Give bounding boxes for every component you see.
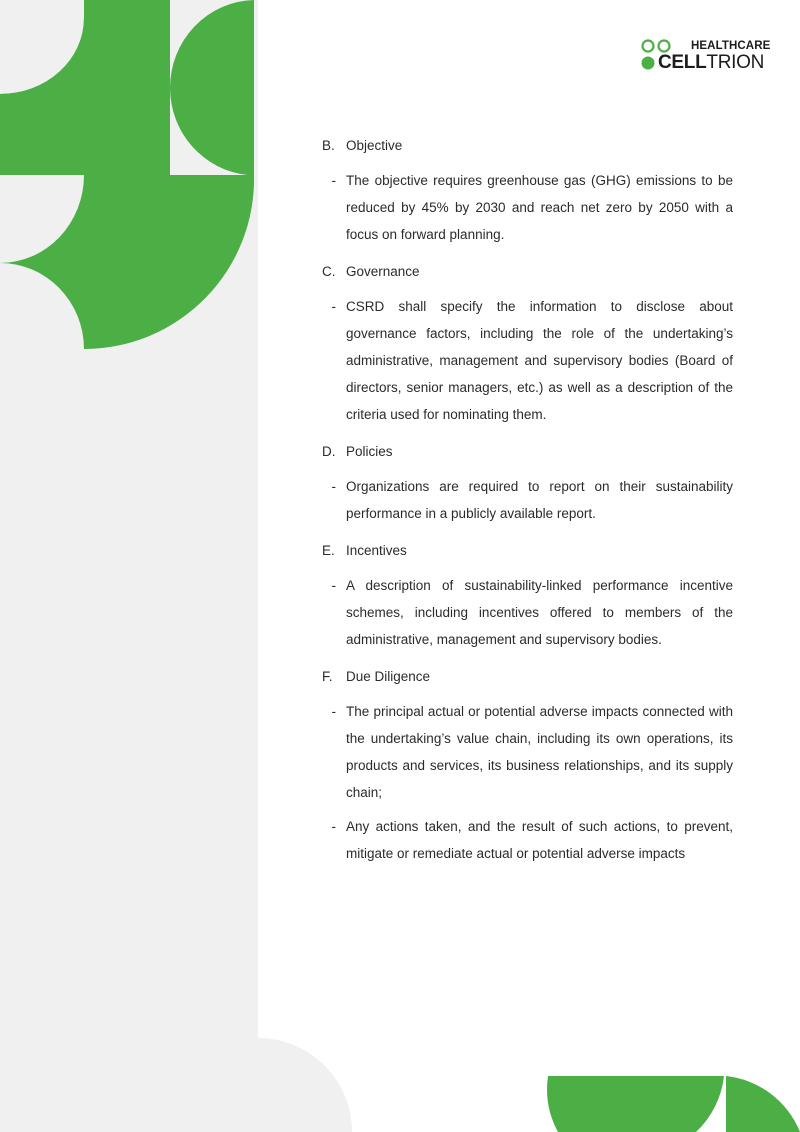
logo-trion-text: TRION [706, 52, 765, 73]
bullet-item [322, 473, 733, 527]
bullet-dash: - [331, 704, 336, 719]
bullet-item [322, 813, 733, 867]
bullet-text: CSRD shall specify the information to disclose about governance factors, including the role of the undertaking’s administrative, management and supervisory bodies (Board of directors, senior managers, etc.) as well as a description of the criteria used for nominating them. [346, 299, 733, 422]
bullet-dash: - [331, 819, 336, 834]
section-letter: F. [322, 669, 333, 684]
bullet-item [322, 698, 733, 806]
section-heading [322, 440, 733, 464]
section-objective [322, 134, 733, 248]
bullet-text: Organizations are required to report on their sustainability performance in a publicly available report. [346, 479, 733, 521]
section-title: Objective [346, 138, 403, 153]
section-title: Policies [346, 444, 393, 459]
section-heading [322, 539, 733, 563]
bullet-dash: - [331, 578, 336, 593]
section-letter: C. [322, 264, 336, 279]
bullet-item [322, 167, 733, 248]
logo-wordmark [658, 52, 764, 74]
bullet-text: A description of sustainability-linked performance incentive schemes, including incentives offered to members of the administrative, management and supervisory bodies. [346, 578, 733, 647]
section-title: Due Diligence [346, 669, 431, 684]
green-decorative-shapes [0, 0, 258, 352]
bullet-dash: - [331, 299, 336, 314]
logo-healthcare-text: HEALTHCARE [691, 40, 771, 52]
green-bottom-shapes [540, 1076, 800, 1132]
section-letter: E. [322, 543, 335, 558]
section-heading [322, 260, 733, 284]
bullet-text: The principal actual or potential adverse impacts connected with the undertaking’s value chain, including its own operations, its products and services, its business relationships, and its supply chain; [346, 704, 733, 800]
section-letter: B. [322, 138, 335, 153]
section-heading [322, 134, 733, 158]
section-due-diligence [322, 665, 733, 867]
celltrion-logo [640, 38, 771, 74]
bullet-dash: - [331, 479, 336, 494]
logo-cell-text: CELL [658, 52, 707, 73]
section-heading [322, 665, 733, 689]
section-incentives [322, 539, 733, 653]
bullet-text: The objective requires greenhouse gas (GHG) emissions to be reduced by 45% by 2030 and reach net zero by 2050 with a focus on forward planning. [346, 173, 733, 242]
section-governance [322, 260, 733, 428]
grey-quarter-circle [0, 1038, 360, 1132]
bullet-text: Any actions taken, and the result of such actions, to prevent, mitigate or remediate actual or potential adverse impacts [346, 819, 733, 861]
section-title: Governance [346, 264, 420, 279]
section-policies [322, 440, 733, 527]
document-body [322, 134, 733, 879]
section-title: Incentives [346, 543, 407, 558]
bullet-item [322, 293, 733, 428]
bullet-item [322, 572, 733, 653]
section-letter: D. [322, 444, 336, 459]
bullet-dash: - [331, 173, 336, 188]
